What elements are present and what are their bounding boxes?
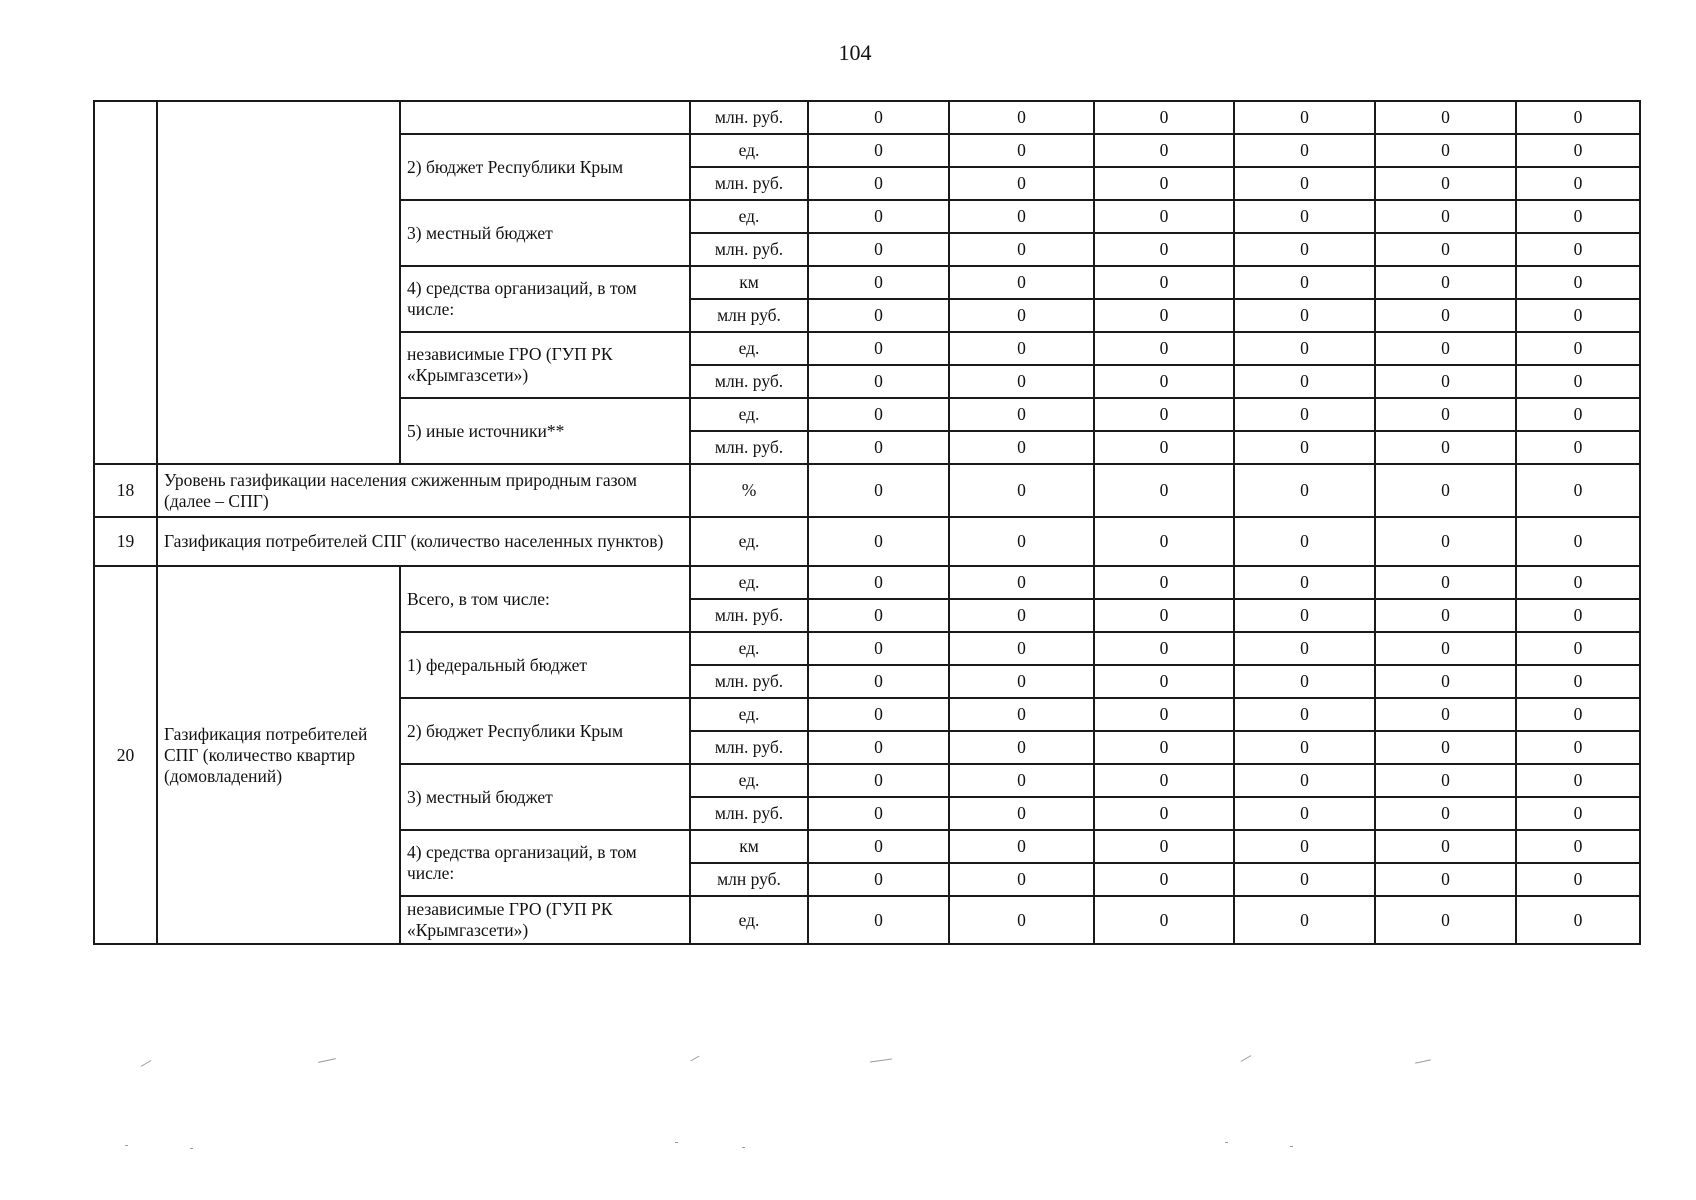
value-cell: 0 xyxy=(808,134,949,167)
value-cell: 0 xyxy=(1516,599,1640,632)
value-cell: 0 xyxy=(949,464,1094,517)
unit-cell: млн. руб. xyxy=(690,797,808,830)
value-cell: 0 xyxy=(949,167,1094,200)
value-cell: 0 xyxy=(1234,398,1375,431)
value-cell: 0 xyxy=(1375,599,1516,632)
value-cell: 0 xyxy=(949,797,1094,830)
value-cell: 0 xyxy=(1234,764,1375,797)
value-cell: 0 xyxy=(949,266,1094,299)
value-cell: 0 xyxy=(1375,797,1516,830)
value-cell: 0 xyxy=(1375,665,1516,698)
value-cell: 0 xyxy=(1234,134,1375,167)
value-cell: 0 xyxy=(949,332,1094,365)
value-cell: 0 xyxy=(1375,266,1516,299)
unit-cell: ед. xyxy=(690,632,808,665)
value-cell: 0 xyxy=(1516,167,1640,200)
value-cell: 0 xyxy=(949,566,1094,599)
value-cell: 0 xyxy=(1375,764,1516,797)
value-cell: 0 xyxy=(1094,896,1234,944)
funding-source-cell: 5) иные источники** xyxy=(400,398,690,464)
value-cell: 0 xyxy=(949,398,1094,431)
value-cell: 0 xyxy=(1094,797,1234,830)
value-cell: 0 xyxy=(1234,731,1375,764)
value-cell: 0 xyxy=(1375,566,1516,599)
row-number-cell xyxy=(94,101,157,464)
value-cell: 0 xyxy=(1094,167,1234,200)
unit-cell: ед. xyxy=(690,764,808,797)
funding-source-cell: 3) местный бюджет xyxy=(400,200,690,266)
unit-cell: млн. руб. xyxy=(690,233,808,266)
unit-cell: млн. руб. xyxy=(690,167,808,200)
value-cell: 0 xyxy=(1234,233,1375,266)
value-cell: 0 xyxy=(1375,365,1516,398)
value-cell: 0 xyxy=(808,566,949,599)
value-cell: 0 xyxy=(949,101,1094,134)
value-cell: 0 xyxy=(1234,830,1375,863)
value-cell: 0 xyxy=(1516,233,1640,266)
value-cell: 0 xyxy=(1234,101,1375,134)
row-number-cell: 19 xyxy=(94,517,157,566)
value-cell: 0 xyxy=(1094,266,1234,299)
value-cell: 0 xyxy=(808,365,949,398)
value-cell: 0 xyxy=(1516,698,1640,731)
row-number-cell: 20 xyxy=(94,566,157,944)
value-cell: 0 xyxy=(1375,299,1516,332)
unit-cell: ед. xyxy=(690,200,808,233)
value-cell: 0 xyxy=(1234,200,1375,233)
value-cell: 0 xyxy=(1375,431,1516,464)
funding-source-cell: 2) бюджет Республики Крым xyxy=(400,698,690,764)
value-cell: 0 xyxy=(1375,731,1516,764)
value-cell: 0 xyxy=(1516,266,1640,299)
value-cell: 0 xyxy=(1094,599,1234,632)
value-cell: 0 xyxy=(1375,233,1516,266)
value-cell: 0 xyxy=(1094,764,1234,797)
value-cell: 0 xyxy=(1516,431,1640,464)
value-cell: 0 xyxy=(949,599,1094,632)
unit-cell: км xyxy=(690,266,808,299)
value-cell: 0 xyxy=(808,299,949,332)
value-cell: 0 xyxy=(1516,764,1640,797)
unit-cell: ед. xyxy=(690,566,808,599)
unit-cell: км xyxy=(690,830,808,863)
value-cell: 0 xyxy=(808,797,949,830)
value-cell: 0 xyxy=(808,665,949,698)
funding-source-cell: 3) местный бюджет xyxy=(400,764,690,830)
value-cell: 0 xyxy=(949,365,1094,398)
indicator-cell xyxy=(157,101,400,464)
value-cell: 0 xyxy=(1375,332,1516,365)
value-cell: 0 xyxy=(1094,731,1234,764)
value-cell: 0 xyxy=(1234,266,1375,299)
table-row xyxy=(94,566,1640,599)
unit-cell: млн. руб. xyxy=(690,101,808,134)
value-cell: 0 xyxy=(808,167,949,200)
unit-cell: ед. xyxy=(690,398,808,431)
value-cell: 0 xyxy=(1516,517,1640,566)
value-cell: 0 xyxy=(1094,464,1234,517)
value-cell: 0 xyxy=(949,731,1094,764)
value-cell: 0 xyxy=(1375,464,1516,517)
value-cell: 0 xyxy=(1516,797,1640,830)
funding-source-cell: независимые ГРО (ГУП РК «Крымгазсети») xyxy=(400,332,690,398)
value-cell: 0 xyxy=(1516,566,1640,599)
unit-cell: млн. руб. xyxy=(690,431,808,464)
value-cell: 0 xyxy=(949,632,1094,665)
value-cell: 0 xyxy=(1375,517,1516,566)
value-cell: 0 xyxy=(1516,731,1640,764)
value-cell: 0 xyxy=(949,299,1094,332)
value-cell: 0 xyxy=(949,517,1094,566)
value-cell: 0 xyxy=(1516,398,1640,431)
value-cell: 0 xyxy=(1234,632,1375,665)
funding-source-cell: 4) средства организаций, в том числе: xyxy=(400,830,690,896)
value-cell: 0 xyxy=(1516,200,1640,233)
unit-cell: млн руб. xyxy=(690,299,808,332)
value-cell: 0 xyxy=(1234,599,1375,632)
value-cell: 0 xyxy=(1234,517,1375,566)
value-cell: 0 xyxy=(1375,398,1516,431)
value-cell: 0 xyxy=(1516,665,1640,698)
gasification-table xyxy=(93,100,1641,945)
value-cell: 0 xyxy=(1234,665,1375,698)
funding-source-cell: 2) бюджет Республики Крым xyxy=(400,134,690,200)
unit-cell: ед. xyxy=(690,896,808,944)
value-cell: 0 xyxy=(1094,299,1234,332)
value-cell: 0 xyxy=(1234,896,1375,944)
value-cell: 0 xyxy=(1094,517,1234,566)
value-cell: 0 xyxy=(949,764,1094,797)
value-cell: 0 xyxy=(1516,365,1640,398)
value-cell: 0 xyxy=(1234,299,1375,332)
value-cell: 0 xyxy=(808,896,949,944)
value-cell: 0 xyxy=(949,896,1094,944)
value-cell: 0 xyxy=(1516,332,1640,365)
value-cell: 0 xyxy=(1375,200,1516,233)
value-cell: 0 xyxy=(949,863,1094,896)
value-cell: 0 xyxy=(949,830,1094,863)
value-cell: 0 xyxy=(808,101,949,134)
value-cell: 0 xyxy=(808,332,949,365)
value-cell: 0 xyxy=(949,134,1094,167)
table-row xyxy=(94,464,1640,517)
value-cell: 0 xyxy=(1516,299,1640,332)
value-cell: 0 xyxy=(1375,134,1516,167)
value-cell: 0 xyxy=(1234,431,1375,464)
unit-cell: млн. руб. xyxy=(690,731,808,764)
indicator-cell: Газификация потребителей СПГ (количество квартир (домовладений) xyxy=(157,566,400,944)
value-cell: 0 xyxy=(1234,698,1375,731)
unit-cell: млн. руб. xyxy=(690,365,808,398)
value-cell: 0 xyxy=(808,233,949,266)
value-cell: 0 xyxy=(1234,797,1375,830)
value-cell: 0 xyxy=(1094,863,1234,896)
value-cell: 0 xyxy=(1094,332,1234,365)
value-cell: 0 xyxy=(1516,863,1640,896)
unit-cell: млн руб. xyxy=(690,863,808,896)
value-cell: 0 xyxy=(1516,101,1640,134)
value-cell: 0 xyxy=(1516,896,1640,944)
value-cell: 0 xyxy=(949,698,1094,731)
row-number-cell: 18 xyxy=(94,464,157,517)
value-cell: 0 xyxy=(1094,431,1234,464)
value-cell: 0 xyxy=(808,731,949,764)
value-cell: 0 xyxy=(949,665,1094,698)
value-cell: 0 xyxy=(1234,863,1375,896)
page-number: 104 xyxy=(838,40,872,65)
value-cell: 0 xyxy=(1094,698,1234,731)
value-cell: 0 xyxy=(808,200,949,233)
value-cell: 0 xyxy=(1234,167,1375,200)
value-cell: 0 xyxy=(1094,365,1234,398)
value-cell: 0 xyxy=(1094,830,1234,863)
value-cell: 0 xyxy=(1094,665,1234,698)
value-cell: 0 xyxy=(1094,200,1234,233)
value-cell: 0 xyxy=(1375,830,1516,863)
value-cell: 0 xyxy=(808,464,949,517)
value-cell: 0 xyxy=(1234,365,1375,398)
unit-cell: млн. руб. xyxy=(690,599,808,632)
value-cell: 0 xyxy=(1375,863,1516,896)
value-cell: 0 xyxy=(1094,632,1234,665)
value-cell: 0 xyxy=(808,431,949,464)
funding-source-cell: независимые ГРО (ГУП РК «Крымгазсети») xyxy=(400,896,690,944)
funding-source-cell: 1) федеральный бюджет xyxy=(400,632,690,698)
value-cell: 0 xyxy=(1516,632,1640,665)
value-cell: 0 xyxy=(808,830,949,863)
value-cell: 0 xyxy=(1094,398,1234,431)
value-cell: 0 xyxy=(1094,566,1234,599)
value-cell: 0 xyxy=(808,599,949,632)
value-cell: 0 xyxy=(1516,464,1640,517)
value-cell: 0 xyxy=(808,266,949,299)
value-cell: 0 xyxy=(1094,134,1234,167)
unit-cell: ед. xyxy=(690,134,808,167)
value-cell: 0 xyxy=(808,764,949,797)
value-cell: 0 xyxy=(808,863,949,896)
value-cell: 0 xyxy=(1516,134,1640,167)
value-cell: 0 xyxy=(1234,332,1375,365)
table-row xyxy=(94,517,1640,566)
funding-source-cell: Всего, в том числе: xyxy=(400,566,690,632)
unit-cell: ед. xyxy=(690,698,808,731)
value-cell: 0 xyxy=(808,632,949,665)
value-cell: 0 xyxy=(1234,464,1375,517)
unit-cell: млн. руб. xyxy=(690,665,808,698)
value-cell: 0 xyxy=(1094,233,1234,266)
value-cell: 0 xyxy=(1375,101,1516,134)
value-cell: 0 xyxy=(1375,167,1516,200)
table-row xyxy=(94,101,1640,134)
value-cell: 0 xyxy=(808,398,949,431)
value-cell: 0 xyxy=(1516,830,1640,863)
value-cell: 0 xyxy=(1234,566,1375,599)
unit-cell: % xyxy=(690,464,808,517)
value-cell: 0 xyxy=(949,233,1094,266)
unit-cell: ед. xyxy=(690,517,808,566)
value-cell: 0 xyxy=(949,200,1094,233)
value-cell: 0 xyxy=(1375,632,1516,665)
value-cell: 0 xyxy=(949,431,1094,464)
funding-source-cell xyxy=(400,101,690,134)
value-cell: 0 xyxy=(1375,896,1516,944)
funding-source-cell: 4) средства организаций, в том числе: xyxy=(400,266,690,332)
value-cell: 0 xyxy=(1375,698,1516,731)
value-cell: 0 xyxy=(808,517,949,566)
value-cell: 0 xyxy=(1094,101,1234,134)
unit-cell: ед. xyxy=(690,332,808,365)
value-cell: 0 xyxy=(808,698,949,731)
indicator-cell: Уровень газификации населения сжиженным природным газом (далее – СПГ) xyxy=(157,464,690,517)
indicator-cell: Газификация потребителей СПГ (количество населенных пунктов) xyxy=(157,517,690,566)
